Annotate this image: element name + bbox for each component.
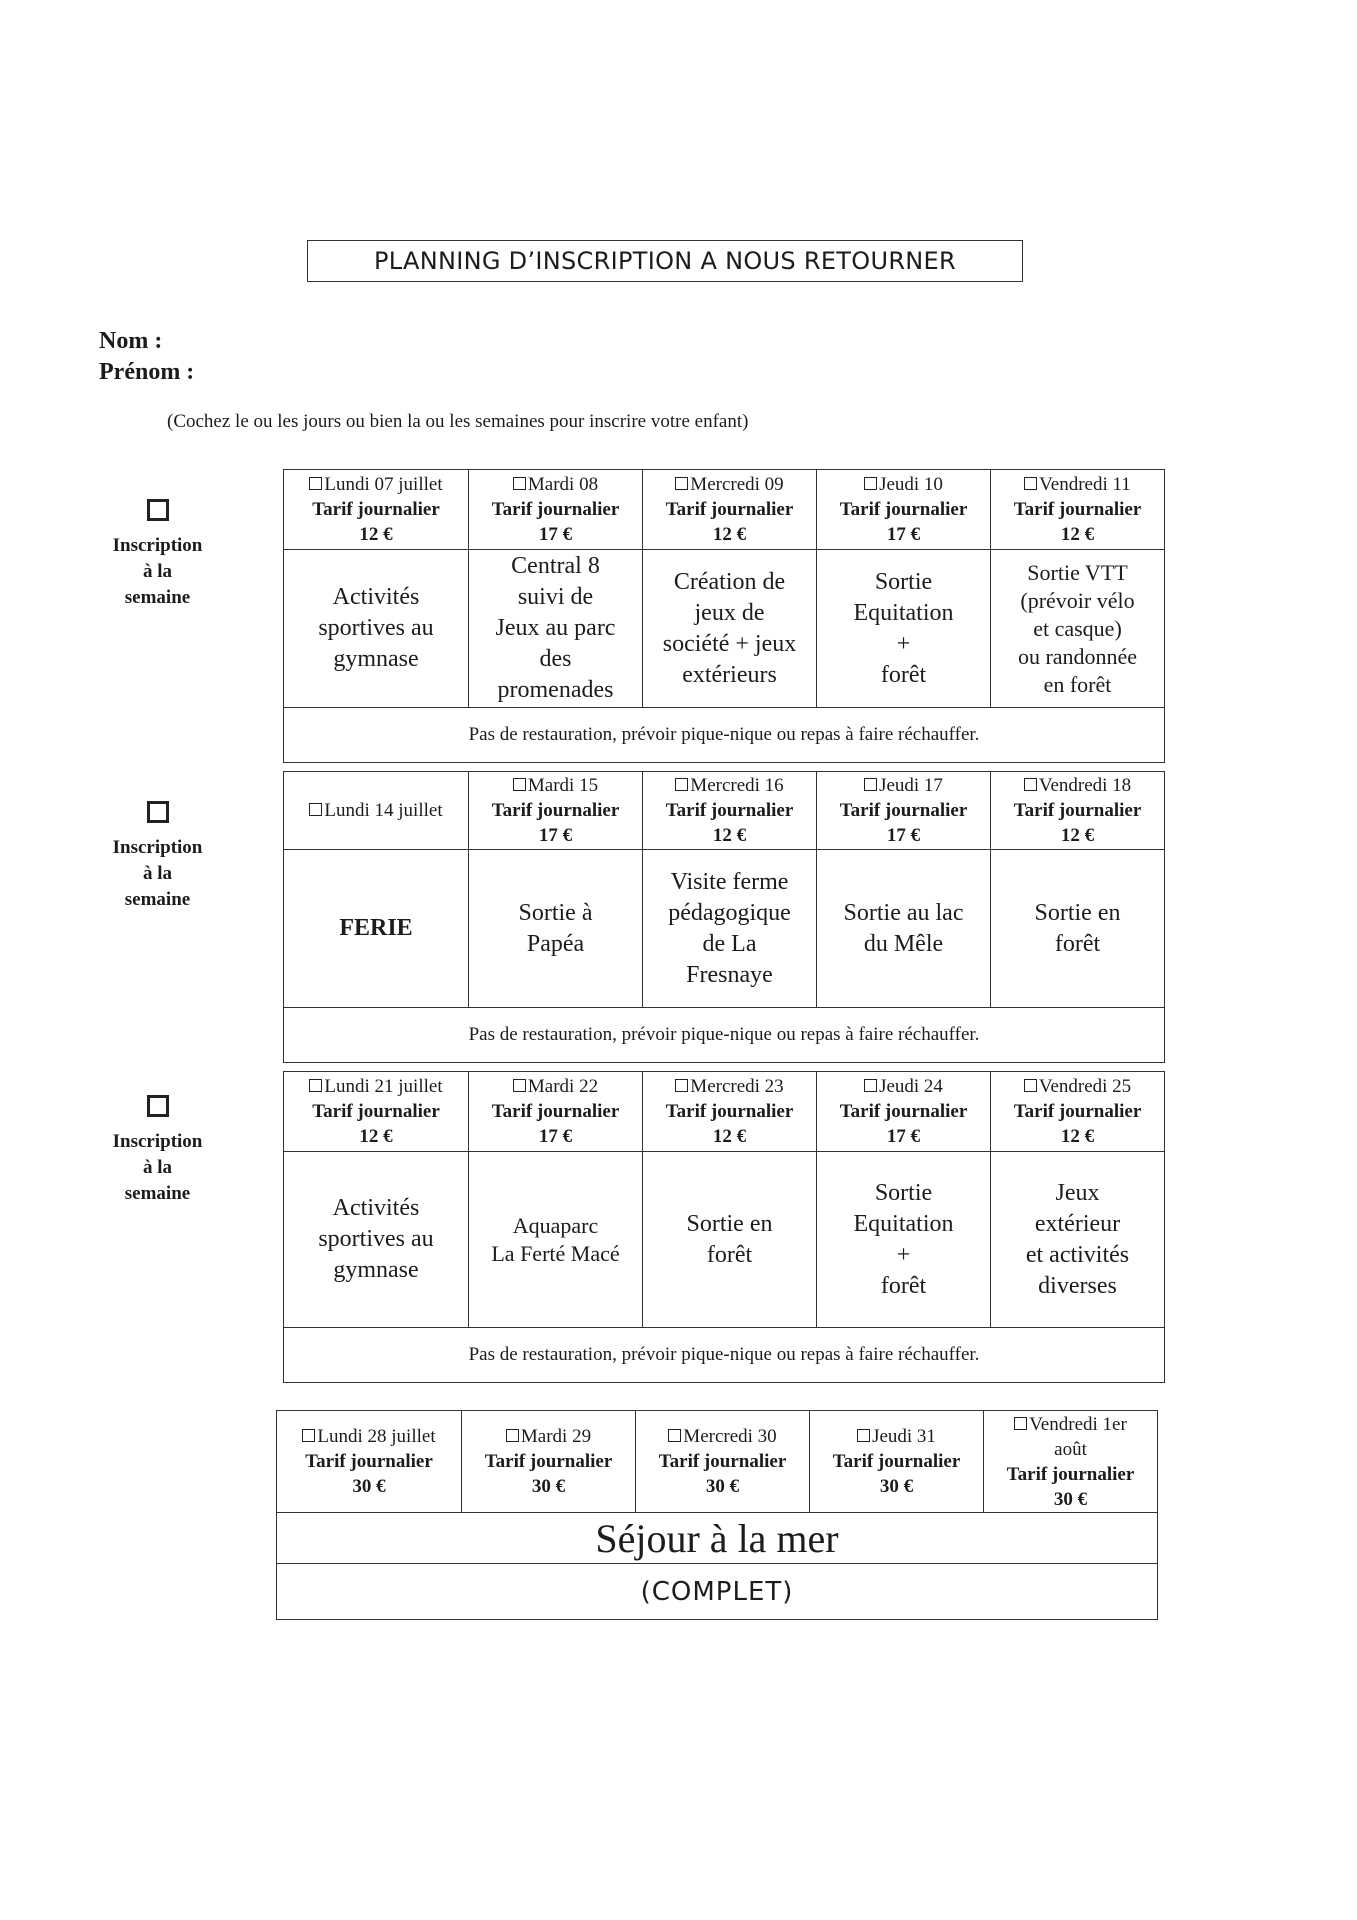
week-note: Pas de restauration, prévoir pique-nique ou repas à faire réchauffer.	[284, 1008, 1165, 1063]
tarif-label: Tarif journalier	[491, 499, 620, 520]
day-label: Vendredi 18	[1038, 775, 1132, 796]
week-note: Pas de restauration, prévoir pique-nique ou repas à faire réchauffer.	[284, 1328, 1165, 1383]
activity-cell: Visite ferme pédagogique de La Fresnaye	[643, 850, 817, 1008]
day-label: Lundi 28 juillet	[317, 1426, 436, 1447]
day-cell[interactable]	[817, 772, 991, 850]
day-checkbox[interactable]	[675, 1079, 688, 1092]
day-cell[interactable]	[817, 470, 991, 550]
day-label: Vendredi 1er août	[1029, 1413, 1127, 1460]
day-cell[interactable]	[984, 1411, 1158, 1513]
activity-cell: Central 8 suivi de Jeux au parc des promenades	[469, 550, 643, 708]
activity-cell: Création de jeux de société + jeux extérieurs	[643, 550, 817, 708]
tarif-label: Tarif journalier	[658, 1451, 787, 1472]
day-checkbox[interactable]	[857, 1429, 870, 1442]
day-cell[interactable]	[991, 470, 1165, 550]
tarif-price: 12 €	[359, 524, 393, 545]
tarif-price: 30 €	[879, 1476, 914, 1497]
tarif-label: Tarif journalier	[1006, 1463, 1135, 1485]
day-checkbox[interactable]	[1024, 1079, 1037, 1092]
tarif-price: 12 €	[1060, 1126, 1095, 1147]
day-cell[interactable]	[284, 470, 469, 550]
week-3-registration[interactable]	[100, 1095, 215, 1207]
tarif-price: 30 €	[531, 1476, 566, 1497]
day-label: Lundi 21 juillet	[324, 1076, 443, 1097]
tarif-price: 17 €	[538, 524, 573, 545]
tarif-label: Tarif journalier	[484, 1451, 613, 1472]
day-cell[interactable]	[643, 772, 817, 850]
day-cell[interactable]	[643, 1072, 817, 1152]
day-checkbox[interactable]	[1014, 1417, 1027, 1430]
day-checkbox[interactable]	[302, 1429, 315, 1442]
day-checkbox[interactable]	[309, 477, 322, 490]
sejour-table	[276, 1410, 1158, 1620]
day-cell[interactable]	[643, 470, 817, 550]
tarif-price: 17 €	[886, 524, 921, 545]
week-note: Pas de restauration, prévoir pique-nique ou repas à faire réchauffer.	[284, 708, 1165, 763]
tarif-price: 17 €	[538, 825, 573, 846]
week-2-table	[283, 771, 1165, 1063]
activity-cell: Sortie Equitation + forêt	[817, 550, 991, 708]
day-checkbox[interactable]	[675, 477, 688, 490]
day-cell[interactable]	[462, 1411, 636, 1513]
day-cell[interactable]	[810, 1411, 984, 1513]
tarif-label: Tarif journalier	[312, 1101, 440, 1122]
tarif-price: 12 €	[359, 1126, 393, 1147]
day-cell[interactable]	[991, 1072, 1165, 1152]
identity-labels	[99, 326, 194, 388]
tarif-price: 17 €	[886, 825, 921, 846]
day-label: Mardi 15	[527, 775, 599, 796]
tarif-label: Tarif journalier	[832, 1451, 961, 1472]
sejour-status: (COMPLET)	[277, 1564, 1158, 1620]
week-1-label: Inscription à la semaine	[112, 535, 203, 608]
activity-cell: Sortie VTT (prévoir vélo et casque) ou randonnée en forêt	[991, 550, 1165, 708]
week-2-label: Inscription à la semaine	[112, 837, 203, 910]
week-3-checkbox[interactable]	[147, 1095, 169, 1117]
day-label: Vendredi 11	[1039, 474, 1131, 495]
week-2-registration[interactable]	[100, 801, 215, 913]
day-label: Jeudi 10	[879, 474, 943, 495]
prenom-label: Prénom :	[99, 359, 195, 385]
activity-cell: Activités sportives au gymnase	[284, 1152, 469, 1328]
activity-cell: FERIE	[284, 850, 469, 1008]
tarif-price: 12 €	[712, 524, 747, 545]
day-cell[interactable]	[469, 470, 643, 550]
week-3-label: Inscription à la semaine	[112, 1131, 203, 1204]
day-checkbox[interactable]	[513, 778, 526, 791]
activity-cell: Sortie à Papéa	[469, 850, 643, 1008]
day-checkbox[interactable]	[513, 1079, 526, 1092]
week-2-checkbox[interactable]	[147, 801, 169, 823]
activity-cell: Sortie en forêt	[643, 1152, 817, 1328]
day-label: Lundi 07 juillet	[324, 474, 443, 495]
day-label: Vendredi 25	[1038, 1076, 1132, 1097]
activity-cell: Sortie Equitation + forêt	[817, 1152, 991, 1328]
tarif-label: Tarif journalier	[665, 499, 794, 520]
activity-cell: Sortie au lac du Mêle	[817, 850, 991, 1008]
tarif-label: Tarif journalier	[665, 1101, 794, 1122]
tarif-price: 12 €	[712, 1126, 747, 1147]
tarif-label: Tarif journalier	[491, 1101, 620, 1122]
day-checkbox[interactable]	[675, 778, 688, 791]
day-checkbox[interactable]	[309, 803, 322, 816]
day-label: Mardi 22	[527, 1076, 599, 1097]
week-3-table	[283, 1071, 1165, 1383]
day-label: Mercredi 16	[690, 775, 784, 796]
day-label: Jeudi 24	[879, 1076, 943, 1097]
tarif-label: Tarif journalier	[839, 1101, 968, 1122]
day-label: Jeudi 31	[872, 1426, 936, 1447]
tarif-price: 30 €	[352, 1476, 386, 1497]
day-cell[interactable]	[284, 772, 469, 850]
day-label: Mercredi 30	[683, 1426, 777, 1447]
day-label: Mardi 08	[527, 474, 599, 495]
tarif-label: Tarif journalier	[491, 800, 620, 821]
day-cell[interactable]	[991, 772, 1165, 850]
day-label: Mercredi 09	[690, 474, 784, 495]
tarif-price: 12 €	[1060, 825, 1095, 846]
week-1-table	[283, 469, 1165, 763]
tarif-price: 30 €	[705, 1476, 740, 1497]
day-cell[interactable]	[277, 1411, 462, 1513]
activity-cell: Sortie en forêt	[991, 850, 1165, 1008]
tarif-label: Tarif journalier	[665, 800, 794, 821]
tarif-price: 12 €	[712, 825, 747, 846]
activity-cell: Jeux extérieur et activités diverses	[991, 1152, 1165, 1328]
day-checkbox[interactable]	[309, 1079, 322, 1092]
day-checkbox[interactable]	[513, 477, 526, 490]
page-title: PLANNING D’INSCRIPTION A NOUS RETOURNER	[307, 240, 1023, 282]
tarif-label: Tarif journalier	[1013, 800, 1142, 821]
tarif-price: 12 €	[1060, 524, 1095, 545]
sejour-title: Séjour à la mer	[277, 1513, 1158, 1564]
week-1-registration[interactable]	[100, 499, 215, 611]
nom-label: Nom :	[99, 328, 163, 354]
week-1-checkbox[interactable]	[147, 499, 169, 521]
tarif-price: 17 €	[886, 1126, 921, 1147]
day-label: Jeudi 17	[879, 775, 943, 796]
tarif-label: Tarif journalier	[305, 1451, 433, 1472]
activity-cell: Activités sportives au gymnase	[284, 550, 469, 708]
day-checkbox[interactable]	[668, 1429, 681, 1442]
day-checkbox[interactable]	[506, 1429, 519, 1442]
day-label: Lundi 14 juillet	[324, 800, 443, 821]
day-checkbox[interactable]	[864, 477, 877, 490]
tarif-price: 17 €	[538, 1126, 573, 1147]
day-cell[interactable]	[284, 1072, 469, 1152]
instructions: (Cochez le ou les jours ou bien la ou les semaines pour inscrire votre enfant)	[167, 411, 749, 432]
tarif-label: Tarif journalier	[1013, 1101, 1142, 1122]
day-label: Mardi 29	[520, 1426, 592, 1447]
day-cell[interactable]	[817, 1072, 991, 1152]
day-cell[interactable]	[469, 772, 643, 850]
day-checkbox[interactable]	[1024, 778, 1037, 791]
tarif-label: Tarif journalier	[839, 800, 968, 821]
day-label: Mercredi 23	[690, 1076, 784, 1097]
day-checkbox[interactable]	[1024, 477, 1037, 490]
tarif-price: 30 €	[1053, 1488, 1088, 1510]
tarif-label: Tarif journalier	[312, 499, 440, 520]
day-checkbox[interactable]	[864, 778, 877, 791]
tarif-label: Tarif journalier	[839, 499, 968, 520]
day-cell[interactable]	[469, 1072, 643, 1152]
day-checkbox[interactable]	[864, 1079, 877, 1092]
activity-cell: Aquaparc La Ferté Macé	[469, 1152, 643, 1328]
tarif-label: Tarif journalier	[1013, 499, 1142, 520]
day-cell[interactable]	[636, 1411, 810, 1513]
